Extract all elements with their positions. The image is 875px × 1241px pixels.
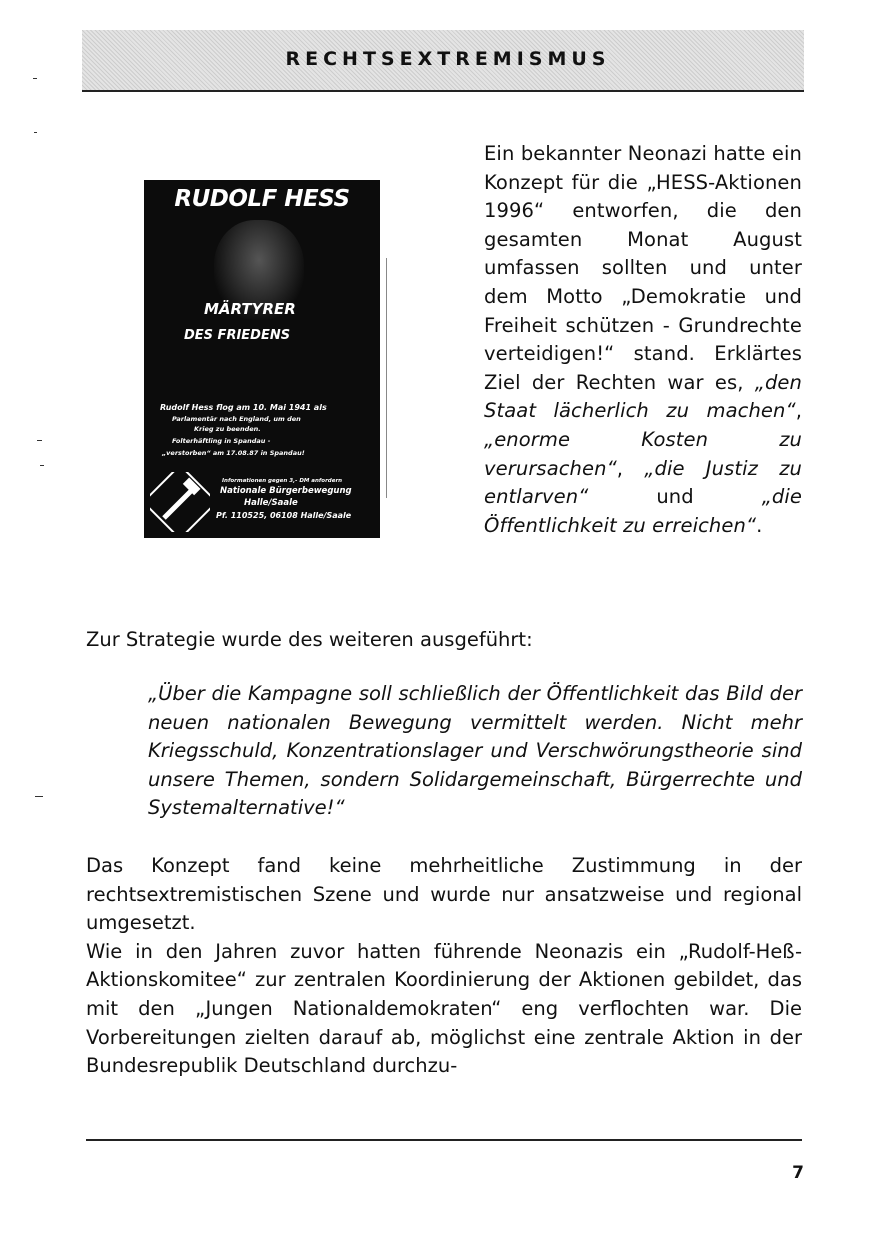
section-title: RECHTSEXTREMISMUS bbox=[285, 48, 611, 70]
side-paragraph bbox=[484, 140, 802, 540]
poster-peace: DES FRIEDENS bbox=[184, 328, 291, 343]
poster-name: RUDOLF HESS bbox=[174, 186, 350, 212]
separator: , bbox=[795, 399, 802, 423]
quote-fragment: „den Staat lächerlich zu machen“ bbox=[484, 370, 802, 423]
separator: und bbox=[588, 485, 762, 509]
poster-line: „verstorben“ am 17.08.87 in Spandau! bbox=[162, 449, 305, 457]
poster-address: Pf. 110525, 06108 Halle/Saale bbox=[216, 511, 352, 520]
poster-edge-line bbox=[386, 258, 387, 498]
margin-mark bbox=[34, 132, 37, 133]
body-paragraph: Wie in den Jahren zuvor hatten führende Neonazis ein „Rudolf-Heß-Aktionskomitee“ zur zentralen Koordinierung der Aktionen gebildet, das mit den „Jungen Nationaldemokraten“ eng verflochten war. Die Vorbereitungen zielten darauf ab, möglichst eine zentrale Aktion in der Bundesrepublik Deutschland durchzu- bbox=[86, 939, 802, 1078]
poster-line: Parlamentär nach England, um den bbox=[172, 415, 301, 423]
quote-fragment: „enorme Kosten zu verursachen“ bbox=[484, 427, 802, 480]
poster-line: Folterhäftling in Spandau - bbox=[172, 437, 271, 445]
campaign-poster bbox=[144, 180, 380, 538]
margin-mark bbox=[35, 796, 43, 797]
poster-info: Informationen gegen 3,- DM anfordern bbox=[222, 478, 343, 484]
quote-fragment: „die Öffentlichkeit zu erreichen“ bbox=[484, 485, 802, 537]
page-number: 7 bbox=[792, 1163, 804, 1183]
strategy-quote: „Über die Kampagne soll schließlich der Öffentlichkeit das Bild der neuen nationalen Bewegung vermittelt werden. Nicht mehr Kriegsschuld, Konzentrationslager und Verschwörungstheorie sind unsere Themen, sondern Solidargemeinschaft, Bürgerrechte und Systemalternative!“ bbox=[148, 682, 802, 820]
poster-city: Halle/Saale bbox=[244, 498, 298, 508]
footer-rule bbox=[86, 1139, 802, 1141]
body-paragraph: Das Konzept fand keine mehrheitliche Zustimmung in der rechtsextremistischen Szene und wurde nur ansatzweise und regional umgesetzt. bbox=[86, 854, 802, 935]
poster-line: Rudolf Hess flog am 10. Mai 1941 als bbox=[160, 403, 327, 412]
poster-line: Krieg zu beenden. bbox=[194, 425, 261, 433]
quote-fragment: „die Justiz zu entlarven“ bbox=[484, 456, 802, 509]
poster-martyr: MÄRTYRER bbox=[204, 300, 296, 318]
lead-in-line: Zur Strategie wurde des weiteren ausgeführt: bbox=[86, 628, 533, 651]
margin-mark bbox=[40, 465, 44, 466]
body-text bbox=[86, 852, 802, 1081]
side-text-intro: Ein bekannter Neonazi hatte ein Konzept für die „HESS-Aktionen 1996“ entworfen, die den gesamten Monat August umfassen sollten und unter dem Motto „Demokratie und Freiheit schützen - Grundrechte verteidigen!“ stand. Erklärtes Ziel der Rechten war es, bbox=[484, 142, 802, 394]
margin-mark bbox=[33, 78, 37, 79]
margin-mark bbox=[37, 440, 42, 441]
sentence-end: . bbox=[756, 513, 763, 537]
poster-org: Nationale Bürgerbewegung bbox=[220, 486, 352, 496]
separator: , bbox=[616, 456, 645, 480]
hammer-emblem-icon bbox=[150, 472, 210, 532]
